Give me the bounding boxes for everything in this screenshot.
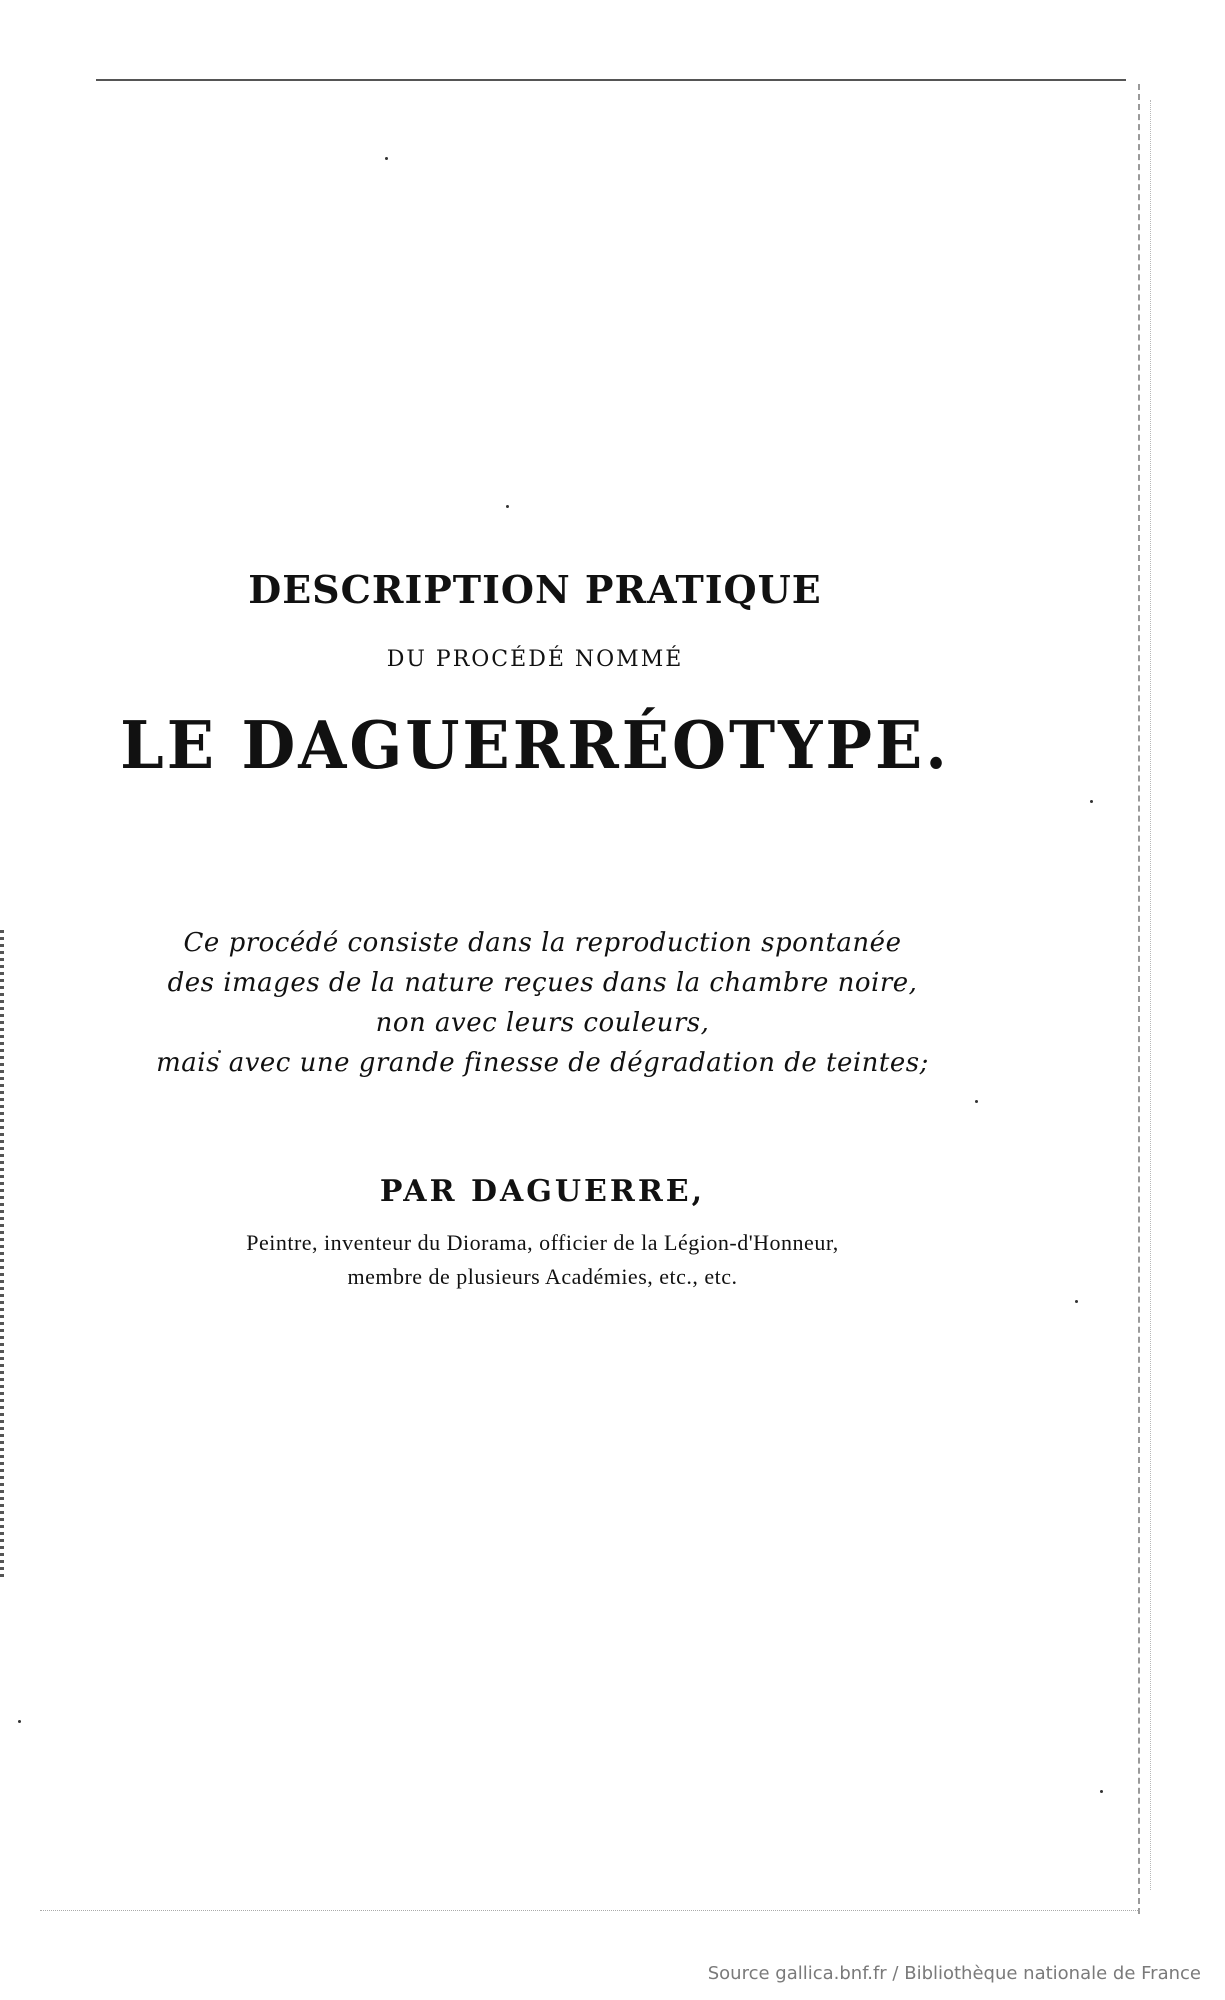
description-line: Ce procédé consiste dans la reproduction spontanée: [183, 928, 902, 958]
description-line: des images de la nature reçues dans la chambre noire,: [167, 968, 918, 998]
paper-speck: [18, 1720, 21, 1723]
description-line: non avec leurs couleurs,: [375, 1008, 710, 1038]
title-line-1: DESCRIPTION PRATIQUE: [248, 567, 822, 612]
right-page-edge: [1138, 84, 1140, 1914]
paper-speck: [1090, 800, 1093, 803]
top-border-rule: [96, 79, 1126, 81]
paper-speck: [975, 1100, 978, 1103]
paper-speck: [1100, 1790, 1103, 1793]
source-attribution: Source gallica.bnf.fr / Bibliothèque nationale de France: [707, 1963, 1201, 1984]
author-detail-line: membre de plusieurs Académies, etc., etc.: [347, 1264, 738, 1289]
right-page-edge-shadow: [1150, 100, 1151, 1890]
paper-speck: [506, 505, 509, 508]
description-line: mais avec une grande finesse de dégradation de teintes;: [156, 1048, 929, 1078]
paper-speck: [1075, 1300, 1078, 1303]
author-name: PAR DAGUERRE,: [379, 1174, 706, 1209]
description-block: [0, 923, 1085, 1083]
author-block: [0, 1170, 1085, 1294]
title-line-2: DU PROCÉDÉ NOMMÉ: [386, 647, 684, 672]
main-title: LE DAGUERRÉOTYPE.: [120, 707, 950, 784]
author-detail-line: Peintre, inventeur du Diorama, officier de la Légion-d'Honneur,: [246, 1230, 839, 1255]
paper-speck: [385, 157, 388, 160]
bottom-border-rule: [40, 1910, 1140, 1911]
title-block: [0, 560, 1070, 786]
